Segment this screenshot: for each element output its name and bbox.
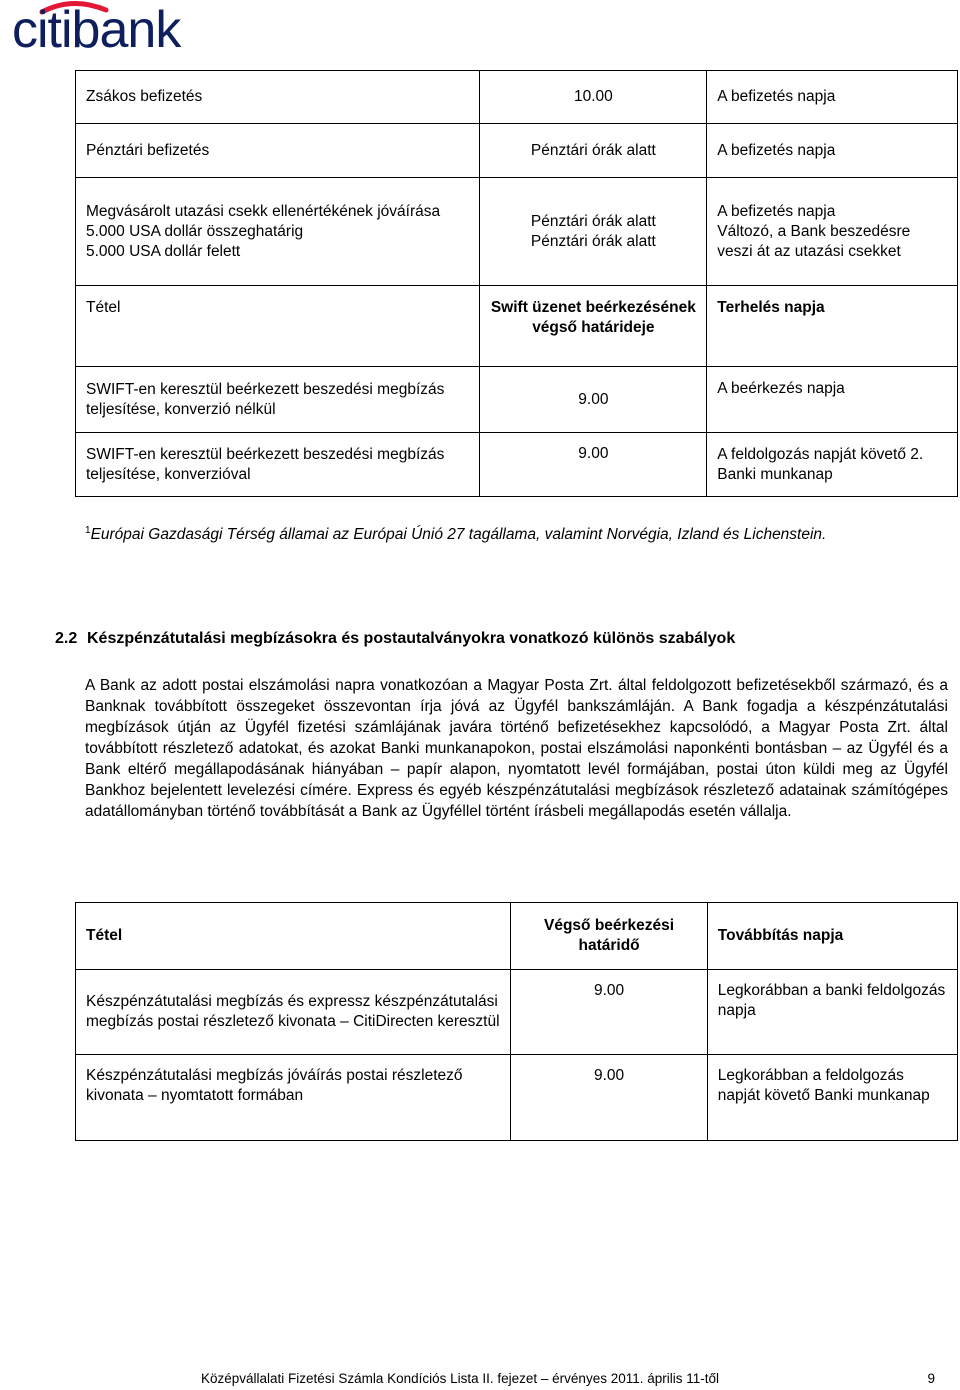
page-number: 9	[927, 1371, 935, 1386]
table-cell: 9.00	[480, 367, 707, 433]
table-row	[76, 178, 958, 286]
footnote-text: Európai Gazdasági Térség államai az Európai Únió 27 tagállama, valamint Norvégia, Izland és Lichenstein.	[90, 526, 827, 543]
cell-line: A befizetés napja	[717, 202, 836, 220]
footnote-marker: 1	[85, 525, 91, 536]
table-header-cell: Továbbítás napja	[707, 903, 957, 970]
table-cell: Pénztári befizetés	[76, 124, 480, 178]
table-cell: A befizetés napja	[707, 71, 958, 124]
table-cell: Zsákos befizetés	[76, 71, 480, 124]
table-cell: A feldolgozás napját követő 2. Banki munkanap	[707, 433, 958, 497]
section-title: Készpénzátutalási megbízásokra és postautalványokra vonatkozó különös szabályok	[87, 630, 736, 647]
cell-line: Pénztári órák alatt	[530, 212, 656, 230]
citibank-logo	[12, 0, 212, 60]
table-cell: 9.00	[511, 1055, 707, 1141]
table-cell	[707, 178, 958, 286]
table-cell: 9.00	[480, 433, 707, 497]
table-header-cell: Végső beérkezési határidő	[511, 903, 707, 970]
table-cell: Készpénzátutalási megbízás jóváírás postai részletező kivonata – nyomtatott formában	[76, 1055, 511, 1141]
table-cell: A beérkezés napja	[707, 367, 958, 433]
page-footer	[201, 1370, 941, 1388]
table-cell: 9.00	[511, 970, 707, 1055]
table-header-cell: Swift üzenet beérkezésének végső határideje	[480, 286, 707, 367]
table-row	[76, 1055, 958, 1141]
footer-text: Középvállalati Fizetési Számla Kondíciós Lista II. fejezet – érvényes 2011. április 11-től	[201, 1371, 720, 1386]
cell-line: 5.000 USA dollár felett	[86, 242, 241, 260]
table-cell: Legkorábban a banki feldolgozás napja	[707, 970, 957, 1055]
table-cell: SWIFT-en keresztül beérkezett beszedési megbízás teljesítése, konverzióval	[76, 433, 480, 497]
table-cell: Pénztári órák alatt	[480, 124, 707, 178]
cell-line: Pénztári órák alatt	[530, 232, 656, 250]
section-number: 2.2	[55, 630, 78, 647]
table-cell: Legkorábban a feldolgozás napját követő Banki munkanap	[707, 1055, 957, 1141]
table-row	[76, 71, 958, 124]
footnote	[85, 521, 945, 545]
table-header-row	[76, 286, 958, 367]
table-cell: Készpénzátutalási megbízás és expressz készpénzátutalási megbízás postai részletező kivonata – CitiDirecten keresztül	[76, 970, 511, 1055]
table-row	[76, 367, 958, 433]
table-row	[76, 433, 958, 497]
table-cell: A befizetés napja	[707, 124, 958, 178]
svg-text:citibank: citibank	[12, 1, 181, 59]
table-cell	[480, 178, 707, 286]
table-row	[76, 124, 958, 178]
cell-line: Megvásárolt utazási csekk ellenértékének jóváírása	[86, 202, 441, 220]
table-header-cell: Tétel	[76, 286, 480, 367]
table-row	[76, 970, 958, 1055]
deposit-deadlines-table	[75, 70, 958, 497]
cash-transfer-table	[75, 902, 958, 1141]
section-body: A Bank az adott postai elszámolási napra vonatkozóan a Magyar Posta Zrt. által feldolgozott befizetésekből származó, és a Banknak továbbított összegeket összevontan írja jóvá az Ügyfél bankszámláján. A Bank fogadja a készpénzátutalási megbízások útján az Ügyfél fizetési számlájának javára történő befizetésekhez kapcsolódó, a Magyar Posta Zrt. által továbbított részletező adatokat, és azokat Banki munkanapokon, postai elszámolási naponkénti bontásban – az Ügyfél és a Bank eltérő megállapodásának hiányában – papír alapon, nyomtatott levél formájában, postai úton küldi meg az Ügyfél Bankhoz bejelentett levelezési címére. Express és egyéb készpénzátutalási megbízások részletező adatainak számítógépes adatállományban történő továbbítását a Bank az Ügyféllel történt írásbeli megállapodás esetén vállalja.	[85, 677, 948, 820]
table-header-cell: Terhelés napja	[707, 286, 958, 367]
table-header-cell: Tétel	[76, 903, 511, 970]
cell-line: 5.000 USA dollár összeghatárig	[86, 222, 304, 240]
table-cell	[76, 178, 480, 286]
table-cell: SWIFT-en keresztül beérkezett beszedési megbízás teljesítése, konverzió nélkül	[76, 367, 480, 433]
table-cell: 10.00	[480, 71, 707, 124]
citibank-logo-graphic	[12, 0, 212, 60]
cell-line: Változó, a Bank beszedésre veszi át az utazási csekket	[717, 222, 911, 260]
section-heading	[55, 628, 735, 650]
table-header-row	[76, 903, 958, 970]
